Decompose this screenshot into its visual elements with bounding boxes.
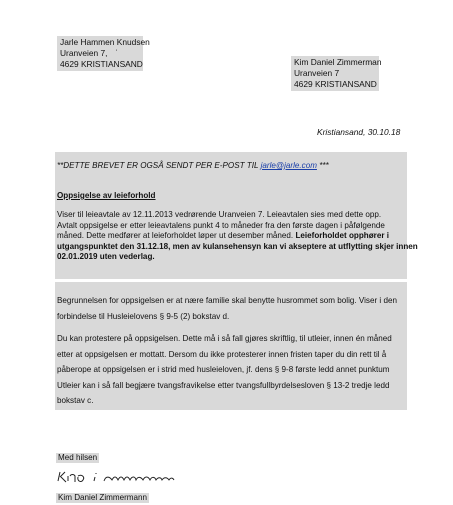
p1-line4: utgangspunktet den 31.12.18, men av kulansehensyn kan vi akseptere at utflytting skjer innen (57, 241, 418, 251)
sender-postal: 4629 KRISTIANSAND (60, 59, 143, 69)
p1-line2: Avtalt oppsigelse er etter leieavtalens punkt 4 to måneder fra den første dagen i påfølgende (57, 220, 385, 230)
recipient-street: Uranveien 7 (294, 68, 340, 78)
recipient-name: Kim Daniel Zimmerman (294, 57, 382, 67)
p3-line2: etter at oppsigelsen er mottatt. Dersom du ikke protesterer innen fristen taper du din rett til å (57, 349, 387, 359)
closing-greeting: Med hilsen (58, 453, 98, 462)
recipient-postal: 4629 KRISTIANSAND (294, 79, 377, 89)
p2-line2: forbindelse til Husleielovens § 9-5 (2) bokstav d. (57, 312, 230, 321)
p3-line4: Utleier kan i så fall begjære tvangsfravikelse etter tvangsfullbyrdelsesloven § 13-2 tredje ledd (57, 380, 390, 390)
email-link[interactable]: jarle@jarle.com (260, 161, 317, 170)
sender-street-mark: ' (115, 50, 117, 56)
place-date: Kristiansand, 30.10.18 (317, 127, 401, 137)
p1-line3: måned. Dette medfører at leieforholdet løper ut desember måned. Leieforholdet opphører i (57, 231, 389, 240)
p3-line3: påberope at oppsigelsen er i strid med husleieloven, jf. dens § 9-8 første ledd annet punktum (57, 365, 390, 374)
recipient-address (291, 56, 382, 91)
p1-line5: 02.01.2019 uten vederlag. (57, 252, 155, 261)
signature-graphic (56, 465, 186, 487)
p1-line1: Viser til leieavtale av 12.11.2013 vedrørende Uranveien 7. Leieavtalen sies med dette opp. (57, 210, 382, 219)
p3-line5: bokstav c. (57, 396, 94, 405)
handwritten-signature (56, 465, 186, 487)
email-notice: **DETTE BREVET ER OGSÅ SENDT PER E-POST TIL jarle@jarle.com *** (57, 161, 329, 170)
p3-line1: Du kan protestere på oppsigelsen. Dette må i så fall gjøres skriftlig, til utleier, innen én måned (57, 334, 392, 343)
p2-line1: Begrunnelsen for oppsigelsen er at nære familie skal benytte husrommet som bolig. Viser i den (57, 296, 397, 305)
sender-address (57, 36, 150, 71)
signer-name: Kim Daniel Zimmermann (58, 493, 148, 502)
letter-subject: Oppsigelse av leieforhold (57, 191, 156, 200)
closing (56, 447, 186, 505)
sender-street: Uranveien 7, ' (60, 48, 117, 58)
sender-name: Jarle Hammen Knudsen (60, 37, 150, 47)
p1-bold-notice: Leieforholdet opphører i (295, 231, 389, 240)
